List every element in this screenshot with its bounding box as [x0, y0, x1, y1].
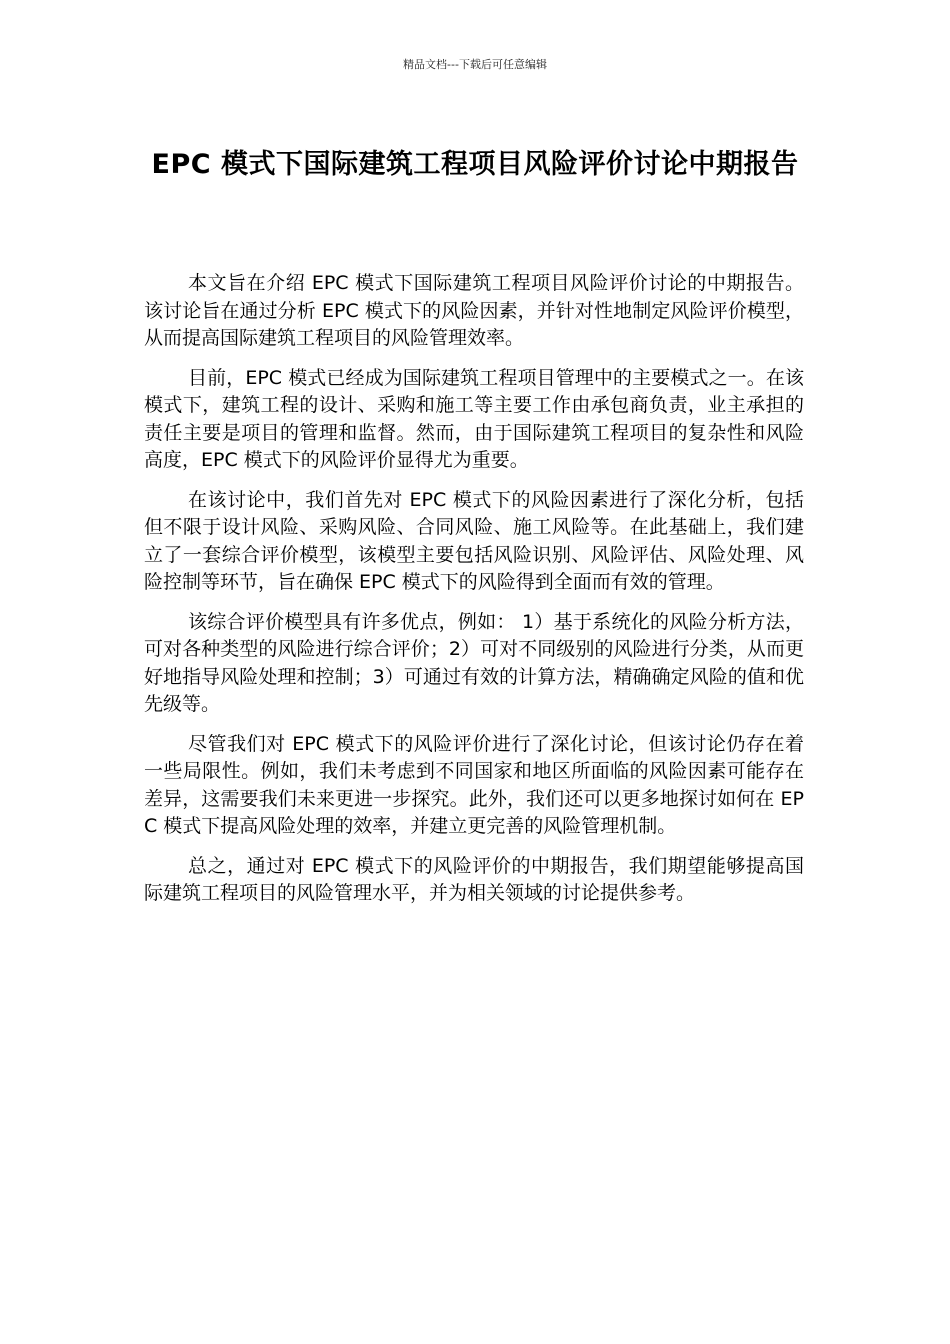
paragraph-1: 本文旨在介绍 EPC 模式下国际建筑工程项目风险评价讨论的中期报告。该讨论旨在通过分析 EPC 模式下的风险因素，并针对性地制定风险评价模型，从而提高国际建筑工程项目的风险管理效率。 — [144, 272, 804, 349]
header-note: 精品文档---下载后可任意编辑 — [403, 58, 547, 71]
paragraph-6: 总之，通过对 EPC 模式下的风险评价的中期报告，我们期望能够提高国际建筑工程项目的风险管理水平，并为相关领域的讨论提供参考。 — [144, 854, 804, 904]
document-body — [144, 270, 804, 920]
paragraph-2: 目前，EPC 模式已经成为国际建筑工程项目管理中的主要模式之一。在该模式下，建筑工程的设计、采购和施工等主要工作由承包商负责，业主承担的责任主要是项目的管理和监督。然而，由于国际建筑工程项目的复杂性和风险高度，EPC 模式下的风险评价显得尤为重要。 — [144, 366, 804, 471]
paragraph-5: 尽管我们对 EPC 模式下的风险评价进行了深化讨论，但该讨论仍存在着一些局限性。例如，我们未考虑到不同国家和地区所面临的风险因素可能存在差异，这需要我们未来更进一步探究。此外，我们还可以更多地探讨如何在 EPC 模式下提高风险处理的效率，并建立更完善的风险管理机制。 — [144, 732, 804, 837]
paragraph-4: 该综合评价模型具有许多优点，例如： 1）基于系统化的风险分析方法，可对各种类型的风险进行综合评价；2）可对不同级别的风险进行分类，从而更好地指导风险处理和控制；3）可通过有效的计算方法，精确确定风险的值和优先级等。 — [144, 610, 804, 715]
paragraph-3: 在该讨论中，我们首先对 EPC 模式下的风险因素进行了深化分析，包括但不限于设计风险、采购风险、合同风险、施工风险等。在此基础上，我们建立了一套综合评价模型，该模型主要包括风险识别、风险评估、风险处理、风险控制等环节，旨在确保 EPC 模式下的风险得到全面而有效的管理。 — [144, 488, 804, 593]
document-title: EPC 模式下国际建筑工程项目风险评价讨论中期报告 — [151, 149, 799, 180]
